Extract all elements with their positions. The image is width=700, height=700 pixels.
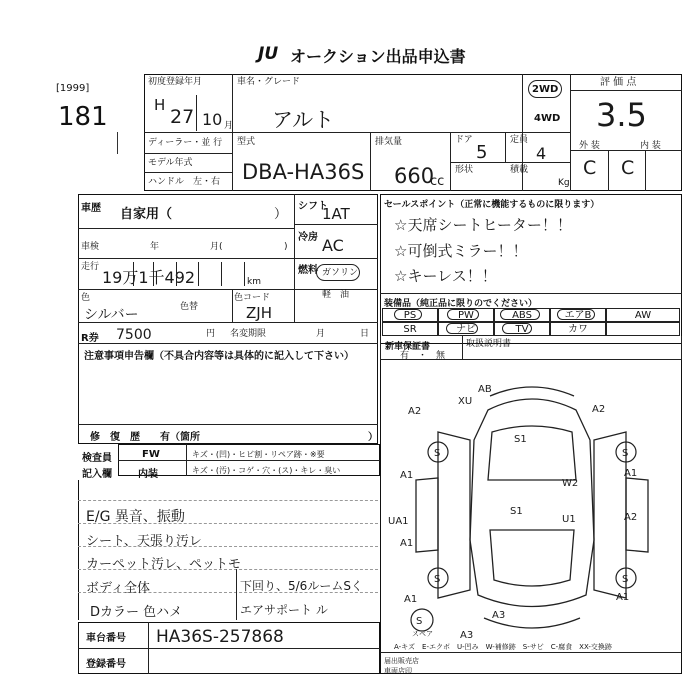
mileage-value: 19万1千492 bbox=[102, 268, 196, 287]
inspection-close: ) bbox=[284, 242, 288, 252]
displacement-label: 排気量 bbox=[375, 137, 403, 147]
note-2: シート、天張り汚レ bbox=[86, 534, 202, 549]
spare-label: スペア bbox=[412, 630, 433, 638]
equip-pw-circle bbox=[447, 309, 479, 320]
tire-circles bbox=[411, 442, 636, 631]
notes-frame bbox=[78, 480, 380, 620]
score-int: C bbox=[621, 157, 635, 179]
first-reg-year: 27 bbox=[170, 106, 195, 128]
caution-label: 注意事項申告欄（不具合内容等は具体的に記入して下さい） bbox=[84, 351, 354, 362]
repair-close: ） bbox=[368, 432, 378, 443]
color-label: 色 bbox=[81, 293, 91, 303]
note-5: Dカラー 色ハメ bbox=[90, 605, 183, 620]
shift-label: シフト bbox=[298, 201, 328, 212]
mark-19: A3 bbox=[460, 630, 474, 640]
footer-seal: 車両店印 bbox=[384, 667, 412, 675]
equip-airbag: エアB bbox=[550, 308, 606, 322]
doors-label: ドア bbox=[455, 135, 473, 145]
mark-17: A1 bbox=[616, 592, 630, 603]
car-diagram bbox=[380, 370, 682, 640]
note-right-1: 下回り、5/6ルームSく bbox=[240, 579, 363, 593]
chassis-value: HA36S-257868 bbox=[156, 627, 284, 647]
capacity-label: 定員 bbox=[510, 135, 529, 145]
int-items: キズ・(汚)・コゲ・穴・(ス)・キレ・臭い bbox=[192, 466, 341, 475]
mark-13: A2 bbox=[624, 512, 638, 523]
sales-point-1: ☆天席シートヒーター！！ bbox=[394, 216, 572, 234]
inspection-label: 車検 bbox=[81, 242, 100, 252]
registration-label: 登録番号 bbox=[86, 659, 126, 670]
equip-aw: AW bbox=[606, 308, 680, 322]
mark-21: S bbox=[416, 616, 423, 627]
recycle-day: 日 bbox=[360, 329, 370, 339]
equip-tv-circle bbox=[502, 323, 532, 334]
equip-airbag-circle bbox=[557, 309, 595, 320]
note-1: E/G 異音、振動 bbox=[86, 509, 185, 525]
equip-navi-circle bbox=[446, 323, 478, 334]
equipment-label: 装備品（純正品に限りのでください） bbox=[384, 299, 538, 309]
car-name-label: 車名・グレード bbox=[237, 77, 301, 87]
fuel-light-oil: 軽 油 bbox=[322, 290, 350, 300]
aircon-value: AC bbox=[322, 236, 344, 255]
mark-1: AB bbox=[478, 384, 492, 395]
drive-2wd-circle bbox=[528, 80, 562, 98]
first-reg-month: 10 bbox=[202, 110, 223, 129]
color-code-label: 色コード bbox=[234, 293, 271, 303]
mileage-label: 走行 bbox=[81, 262, 100, 272]
handle-label: ハンドル 左・右 bbox=[148, 177, 221, 187]
ext-items: キズ・(凹)・ヒビ割・リペア跡・※要 bbox=[192, 450, 325, 459]
car-outline bbox=[416, 387, 648, 628]
mark-3: A2 bbox=[592, 404, 606, 415]
mark-2: XU bbox=[458, 396, 473, 407]
usage-label: 車歴 bbox=[81, 203, 101, 214]
entry-label: 記入欄 bbox=[82, 469, 112, 480]
recycle-label: R券 bbox=[81, 333, 99, 344]
equip-ps-circle bbox=[394, 309, 422, 320]
mark-14: A1 bbox=[400, 538, 414, 549]
fw-label: FW bbox=[142, 449, 160, 460]
shift-value: 1AT bbox=[322, 205, 350, 223]
footer-office: 届出販売店 bbox=[384, 657, 419, 665]
recycle-value: 7500 bbox=[116, 327, 152, 343]
equip-blank bbox=[606, 322, 680, 336]
mark-8: A1 bbox=[400, 470, 414, 481]
fuel-value: ガソリン bbox=[322, 268, 359, 278]
sales-point-2: ☆可倒式ミラー！！ bbox=[394, 242, 528, 260]
drive-2wd: 2WD bbox=[532, 84, 559, 95]
recycle-month: 月 bbox=[316, 329, 326, 339]
inspection-month: 月( bbox=[210, 242, 223, 252]
doors-value: 5 bbox=[476, 142, 488, 163]
load-unit: Kg bbox=[558, 178, 570, 188]
equip-abs-circle bbox=[500, 309, 540, 320]
repair-label: 修 復 歴 有（箇所 bbox=[90, 432, 200, 443]
color-change-label: 色替 bbox=[180, 302, 199, 312]
usage-value: 自家用（ bbox=[120, 207, 173, 222]
warranty-box bbox=[380, 336, 682, 360]
equip-abs: ABS bbox=[494, 308, 550, 322]
year-tag: [1999] bbox=[56, 83, 90, 94]
score-ext: C bbox=[583, 157, 597, 179]
lot-number: 181 bbox=[58, 102, 108, 132]
ju-logo: JU bbox=[258, 44, 279, 64]
chassis-label: 車台番号 bbox=[86, 633, 126, 644]
model-type-value: DBA-HA36S bbox=[242, 160, 365, 184]
displacement-unit: cc bbox=[430, 174, 445, 189]
note-4: ボディ全体 bbox=[86, 581, 150, 596]
first-reg-era: H bbox=[154, 96, 166, 114]
score-value: 3.5 bbox=[596, 96, 647, 134]
mark-9: A1 bbox=[624, 468, 638, 479]
usage-close: ） bbox=[274, 207, 288, 222]
lot-mark bbox=[117, 132, 118, 154]
recycle-name-change: 名変期限 bbox=[230, 329, 267, 339]
mark-6: S bbox=[622, 448, 629, 459]
equip-sr: SR bbox=[382, 322, 438, 336]
drive-4wd: 4WD bbox=[534, 113, 561, 124]
mark-15: S bbox=[434, 574, 441, 585]
dealer-label: ディーラー・並 行 bbox=[148, 138, 223, 148]
interior-label: 内装 bbox=[138, 469, 158, 480]
mark-0: A2 bbox=[408, 406, 422, 417]
fuel-circle bbox=[316, 264, 360, 281]
equip-tv: TV bbox=[494, 322, 550, 336]
fuel-label: 燃料 bbox=[298, 265, 318, 276]
mark-5: S bbox=[434, 448, 441, 459]
inspection-year: 年 bbox=[150, 242, 160, 252]
model-type-label: 型式 bbox=[237, 137, 256, 147]
capacity-value: 4 bbox=[536, 144, 547, 163]
warranty-label: 新車保証書 bbox=[385, 342, 431, 352]
displacement-value: 660 bbox=[394, 164, 435, 188]
load-label: 積載 bbox=[510, 165, 529, 175]
mark-20: A1 bbox=[404, 594, 418, 605]
equip-ps: PS bbox=[382, 308, 438, 322]
equip-navi: ナビ bbox=[438, 322, 494, 336]
color-code: ZJH bbox=[246, 304, 272, 322]
score-int-label: 内 装 bbox=[640, 141, 661, 151]
model-year-label: モデル年式 bbox=[148, 158, 193, 168]
mileage-unit: km bbox=[247, 277, 261, 287]
equip-pw: PW bbox=[438, 308, 494, 322]
aircon-label: 冷房 bbox=[298, 232, 318, 243]
mark-12: U1 bbox=[562, 514, 576, 525]
mark-18: A3 bbox=[492, 610, 506, 621]
car-name-value: アルト bbox=[272, 108, 335, 132]
sales-points-label: セールスポイント（正常に機能するものに限ります） bbox=[384, 200, 600, 210]
equip-kawa: カワ bbox=[550, 322, 606, 336]
inspector-label: 検査員 bbox=[82, 453, 112, 464]
warranty-value: 有 ・ 無 bbox=[400, 351, 446, 361]
color-value: シルバー bbox=[84, 307, 139, 323]
shape-label: 形状 bbox=[455, 165, 474, 175]
mark-16: S bbox=[622, 574, 629, 585]
sales-point-3: ☆キーレス！！ bbox=[394, 267, 497, 285]
first-reg-month-unit: 月 bbox=[224, 121, 234, 131]
manual-label: 取扱説明書 bbox=[466, 339, 512, 349]
form-title: オークション出品申込書 bbox=[290, 47, 466, 66]
mark-4: S1 bbox=[514, 434, 527, 445]
note-right-2: エアサポート ル bbox=[240, 603, 328, 617]
diagram-legend: A-キズ E-エクボ U-凹み W-補修跡 S-サビ C-腐食 XX-交換跡 bbox=[394, 643, 612, 651]
score-label: 評 価 点 bbox=[600, 77, 637, 88]
mark-11: S1 bbox=[510, 506, 523, 517]
score-ext-label: 外 装 bbox=[579, 141, 600, 151]
mark-7: W2 bbox=[562, 478, 579, 489]
note-3: カーペット汚レ、ペットモ bbox=[86, 557, 241, 572]
mark-10: UA1 bbox=[388, 516, 409, 527]
first-reg-label: 初度登録年月 bbox=[148, 77, 203, 87]
recycle-yen: 円 bbox=[206, 329, 216, 339]
